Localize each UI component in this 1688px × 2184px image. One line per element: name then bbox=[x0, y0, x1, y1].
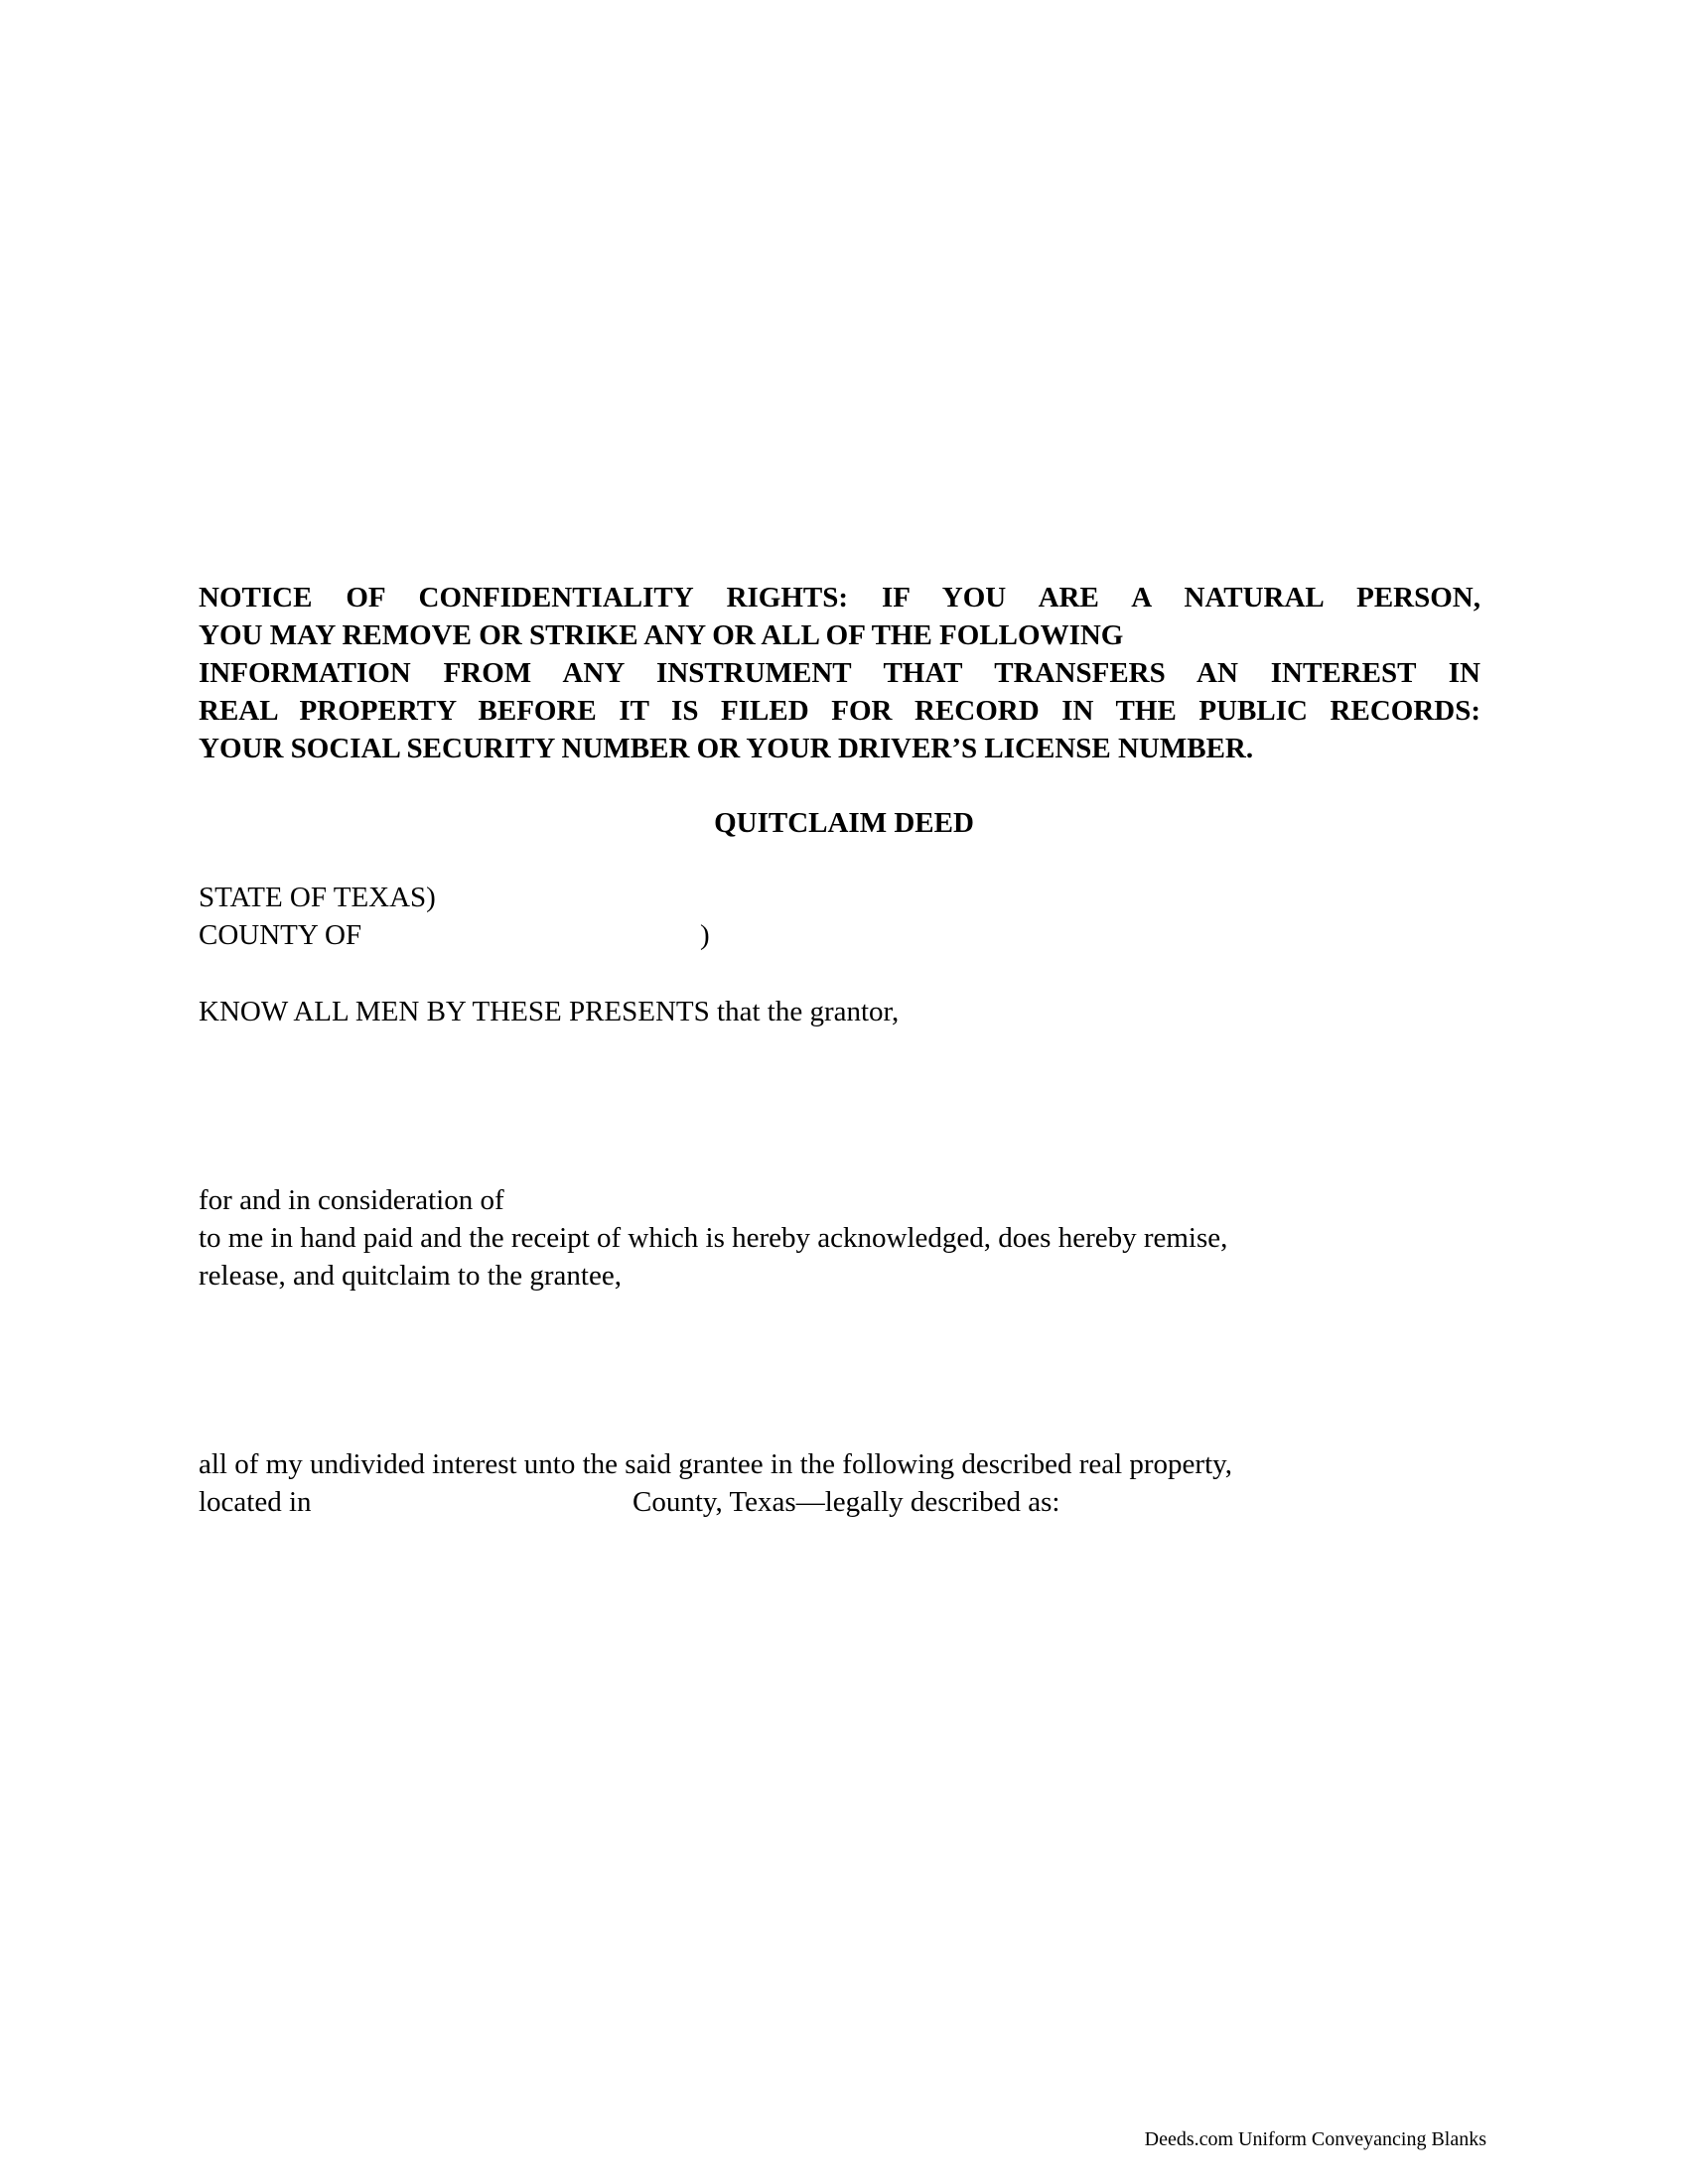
paid-line: to me in hand paid and the receipt of which is hereby acknowledged, does hereby remise, bbox=[199, 1222, 1228, 1254]
notice-line: YOU MAY REMOVE OR STRIKE ANY OR ALL OF THE FOLLOWING bbox=[199, 619, 1124, 651]
located-in-label: located in bbox=[199, 1486, 312, 1518]
county-texas-label: County, Texas—legally described as: bbox=[633, 1486, 1060, 1518]
notice-line: NOTICE OF CONFIDENTIALITY RIGHTS: IF YOU ARE A NATURAL PERSON, bbox=[199, 582, 1480, 614]
county-label: COUNTY OF bbox=[199, 919, 362, 951]
footer-text: Deeds.com Uniform Conveyancing Blanks bbox=[1144, 2128, 1486, 2150]
release-line: release, and quitclaim to the grantee, bbox=[199, 1260, 622, 1292]
document-title: QUITCLAIM DEED bbox=[714, 807, 974, 839]
interest-line: all of my undivided interest unto the said grantee in the following described real property, bbox=[199, 1448, 1233, 1480]
notice-line: INFORMATION FROM ANY INSTRUMENT THAT TRANSFERS AN INTEREST IN bbox=[199, 657, 1480, 689]
know-all-men-line: KNOW ALL MEN BY THESE PRESENTS that the grantor, bbox=[199, 996, 900, 1027]
county-close-paren: ) bbox=[700, 919, 710, 951]
notice-line: REAL PROPERTY BEFORE IT IS FILED FOR RECORD IN THE PUBLIC RECORDS: bbox=[199, 695, 1480, 727]
state-line: STATE OF TEXAS) bbox=[199, 882, 436, 913]
confidentiality-notice bbox=[199, 579, 1480, 767]
consideration-line: for and in consideration of bbox=[199, 1184, 504, 1216]
notice-line: YOUR SOCIAL SECURITY NUMBER OR YOUR DRIVER’S LICENSE NUMBER. bbox=[199, 733, 1254, 764]
